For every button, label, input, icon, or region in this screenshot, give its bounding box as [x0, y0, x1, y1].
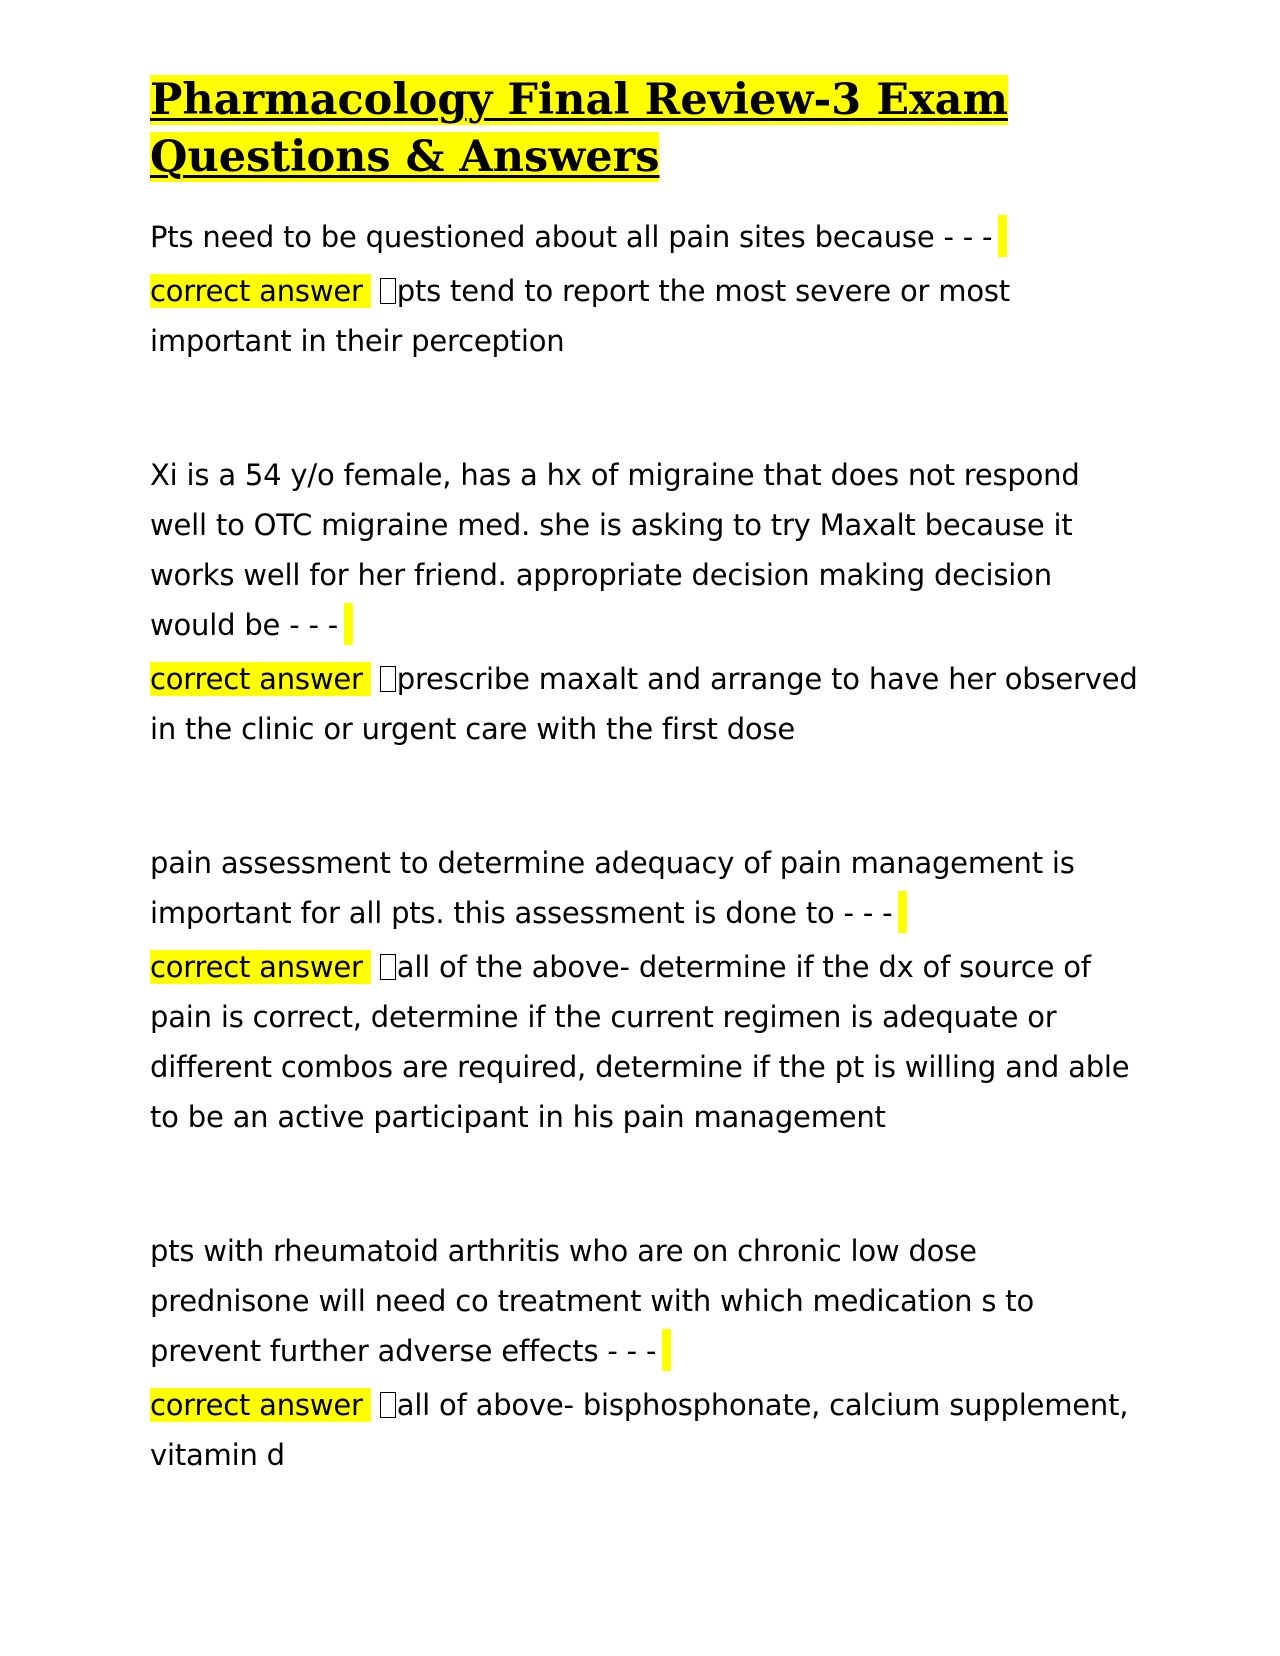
question-text: Xi is a 54 y/o female, has a hx of migraine that does not respond well to OTC migraine med. she is asking to try Maxalt because it works well for her friend. appropriate decision making decision would be - - - — [150, 450, 1140, 650]
question-text: Pts need to be questioned about all pain sites because - - - — [150, 212, 1140, 262]
spacer — [150, 754, 1140, 838]
missing-glyph-icon — [380, 278, 396, 304]
answer-text: correct answer all of the above- determine if the dx of source of pain is correct, determine if the current regimen is adequate or different combos are required, determine if the pt is willing and able to be an active participant in his pain management — [150, 950, 1130, 1134]
answer-text: correct answer prescribe maxalt and arrange to have her observed in the clinic or urgent care with the first dose — [150, 662, 1138, 746]
answer-label: correct answer — [150, 662, 371, 696]
qa-item-2 — [150, 450, 1140, 754]
missing-glyph-icon — [380, 954, 396, 980]
title-line-1: Pharmacology Final Review-3 Exam — [150, 75, 1008, 125]
qa-item-1 — [150, 212, 1140, 366]
missing-glyph-icon — [380, 666, 396, 692]
title-line-2: Questions & Answers — [150, 132, 660, 182]
highlight-marker — [998, 215, 1007, 257]
missing-glyph-icon — [380, 1392, 396, 1418]
answer-text: correct answer pts tend to report the most severe or most important in their perception — [150, 274, 1010, 358]
answer-label: correct answer — [150, 274, 371, 308]
highlight-marker — [344, 603, 353, 645]
document-page — [150, 72, 1140, 1480]
question-text: pain assessment to determine adequacy of pain management is important for all pts. this assessment is done to - - - — [150, 838, 1140, 938]
spacer — [150, 1142, 1140, 1226]
qa-item-3 — [150, 838, 1140, 1142]
highlight-marker — [898, 891, 907, 933]
document-title — [150, 72, 1140, 186]
highlight-marker — [662, 1329, 671, 1371]
answer-text: correct answer all of above- bisphosphonate, calcium supplement, vitamin d — [150, 1388, 1129, 1472]
spacer — [150, 366, 1140, 450]
answer-label: correct answer — [150, 1388, 371, 1422]
answer-label: correct answer — [150, 950, 371, 984]
qa-item-4 — [150, 1226, 1140, 1480]
question-text: pts with rheumatoid arthritis who are on chronic low dose prednisone will need co treatment with which medication s to prevent further adverse effects - - - — [150, 1226, 1140, 1376]
